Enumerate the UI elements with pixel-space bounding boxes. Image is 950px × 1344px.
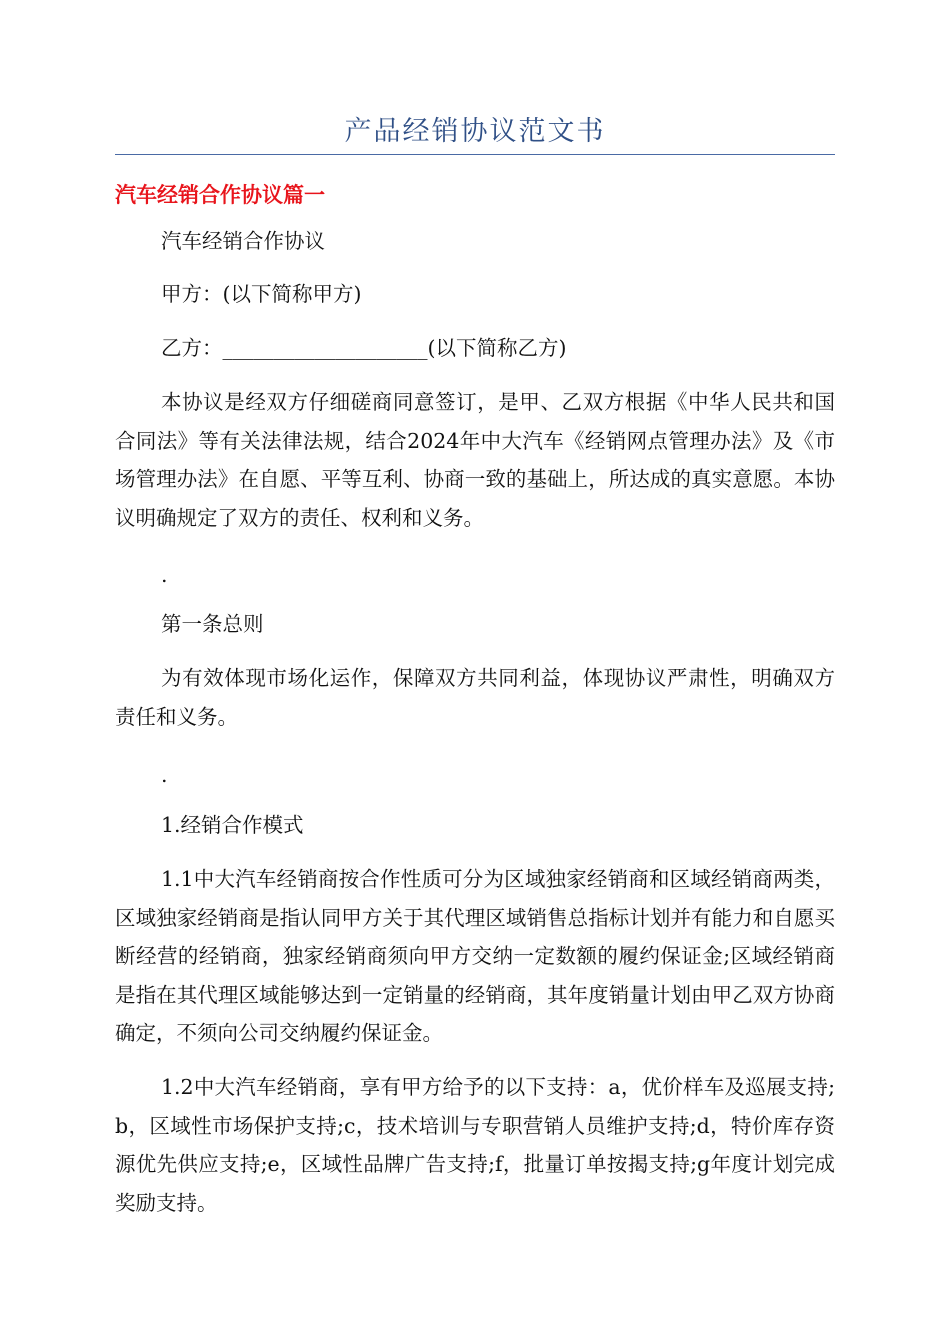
paragraph-preamble: 本协议是经双方仔细磋商同意签订，是甲、乙双方根据《中华人民共和国合同法》等有关法律法规，结合2024年中大汽车《经销网点管理办法》及《市场管理办法》在自愿、平等互利、协商一致的基础上，所达成的真实意愿。本协议明确规定了双方的责任、权利和义务。 (115, 390, 835, 530)
paragraph-article-1-title: 第一条总则 (161, 612, 264, 636)
paragraph-clause-1-title: 1.经销合作模式 (161, 813, 304, 837)
paragraph-article-1-body: 为有效体现市场化运作，保障双方共同利益，体现协议严肃性，明确双方责任和义务。 (115, 666, 835, 729)
paragraph-agreement-name: 汽车经销合作协议 (161, 229, 325, 253)
paragraph-clause-1-2: 1.2中大汽车经销商，享有甲方给予的以下支持：a，优价样车及巡展支持;b，区域性市场保护支持;c，技术培训与专职营销人员维护支持;d，特价库存资源优先供应支持;e，区域性品牌广告支持;f，批量订单按揭支持;g年度计划完成奖励支持。 (115, 1075, 835, 1215)
paragraph-separator-1: . (161, 563, 168, 587)
paragraph-party-a: 甲方：(以下简称甲方) (161, 282, 362, 306)
title-underline (115, 154, 835, 155)
paragraph-party-b: 乙方：____________________(以下简称乙方) (161, 336, 567, 360)
paragraph-separator-2: . (161, 763, 168, 787)
document-title: 产品经销协议范文书 (344, 116, 606, 147)
section-heading: 汽车经销合作协议篇一 (115, 183, 325, 207)
paragraph-clause-1-1: 1.1中大汽车经销商按合作性质可分为区域独家经销商和区域经销商两类，区域独家经销商是指认同甲方关于其代理区域销售总指标计划并有能力和自愿买断经营的经销商，独家经销商须向甲方交纳一定数额的履约保证金;区域经销商是指在其代理区域能够达到一定销量的经销商，其年度销量计划由甲乙双方协商确定，不须向公司交纳履约保证金。 (115, 867, 835, 1045)
